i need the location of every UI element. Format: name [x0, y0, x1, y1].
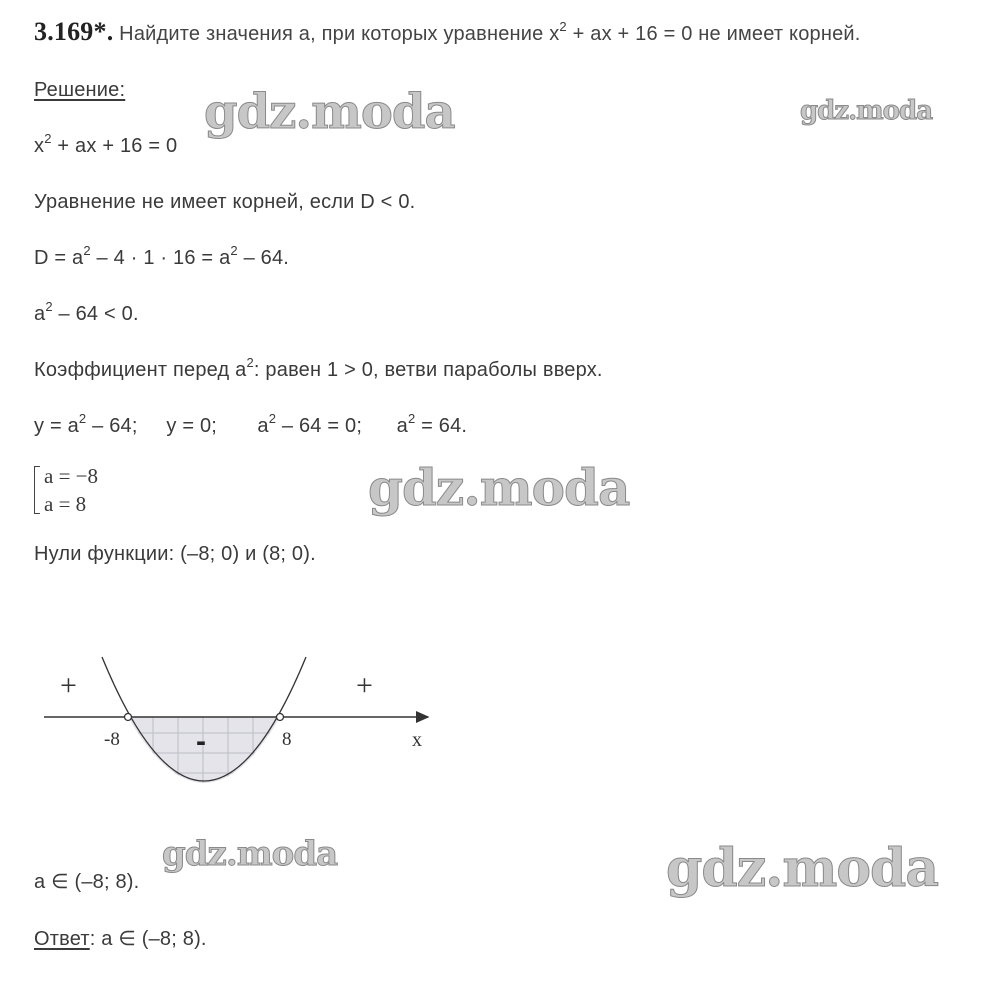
minus-sign: -: [196, 725, 206, 758]
answer-value: : a ∈ (–8; 8).: [89, 928, 207, 950]
system-bracket: [34, 466, 40, 514]
text-part: – 64 < 0.: [52, 303, 139, 325]
answer-line: [34, 927, 207, 951]
task-text-part: + ax + 16 = 0 не имеет корней.: [566, 23, 861, 45]
root-point-right: [277, 714, 284, 721]
watermark-logo: gdz.moda: [800, 96, 933, 126]
exponent: 2: [78, 411, 87, 426]
roots-system: [34, 462, 144, 518]
watermark-logo: gdz.moda: [666, 838, 939, 899]
plus-sign-left: +: [60, 669, 77, 702]
solution-heading: Решение:: [34, 79, 126, 101]
text-part: – 64 = 0; a: [276, 415, 408, 437]
result-line: a ∈ (–8; 8).: [34, 871, 140, 893]
system-row: a = 8: [44, 492, 87, 516]
text-part: = 64.: [415, 415, 468, 437]
text-part: D = a: [34, 247, 84, 269]
text-part: a: [34, 303, 46, 325]
condition-line: Уравнение не имеет корней, если D < 0.: [34, 191, 416, 213]
function-line: [34, 411, 468, 438]
text-part: + ax + 16 = 0: [51, 135, 178, 157]
text-part: y = a: [34, 415, 79, 437]
parabola-graph: [30, 585, 450, 840]
exponent: 2: [45, 299, 53, 314]
root-point-left: [125, 714, 132, 721]
text-part: Коэффициент перед a: [34, 359, 247, 381]
task-statement: [34, 17, 861, 46]
discriminant-line: [34, 243, 290, 270]
exponent: 2: [83, 243, 91, 258]
x-axis-label: x: [412, 729, 422, 751]
text-part: – 4 · 1 · 16 = a: [90, 247, 231, 269]
root-label-right: 8: [282, 729, 292, 750]
system-row: a = −8: [44, 464, 99, 488]
watermark-logo: gdz.moda: [368, 458, 630, 517]
root-label-left: -8: [104, 729, 120, 750]
exponent: 2: [246, 355, 254, 370]
exponent: 2: [268, 411, 277, 426]
inequality-line: [34, 299, 139, 326]
watermark-logo: gdz.moda: [162, 834, 338, 874]
watermark-logo: gdz.moda: [204, 84, 455, 140]
task-text-part: Найдите значения а, при которых уравнение x: [119, 23, 560, 45]
exponent: 2: [559, 19, 567, 34]
task-number: 3.169*.: [34, 17, 114, 46]
answer-label: Ответ: [34, 928, 90, 950]
text-part: x: [34, 135, 45, 157]
text-part: – 64; y = 0; a: [86, 415, 269, 437]
text-part: – 64.: [237, 247, 290, 269]
exponent: 2: [407, 411, 416, 426]
plus-sign-right: +: [356, 669, 373, 702]
coefficient-line: [34, 355, 603, 382]
exponent: 2: [230, 243, 238, 258]
equation-line: [34, 131, 178, 158]
zeros-line: Нули функции: (–8; 0) и (8; 0).: [34, 543, 316, 565]
exponent: 2: [44, 131, 52, 146]
text-part: : равен 1 > 0, ветви параболы вверх.: [253, 359, 603, 381]
